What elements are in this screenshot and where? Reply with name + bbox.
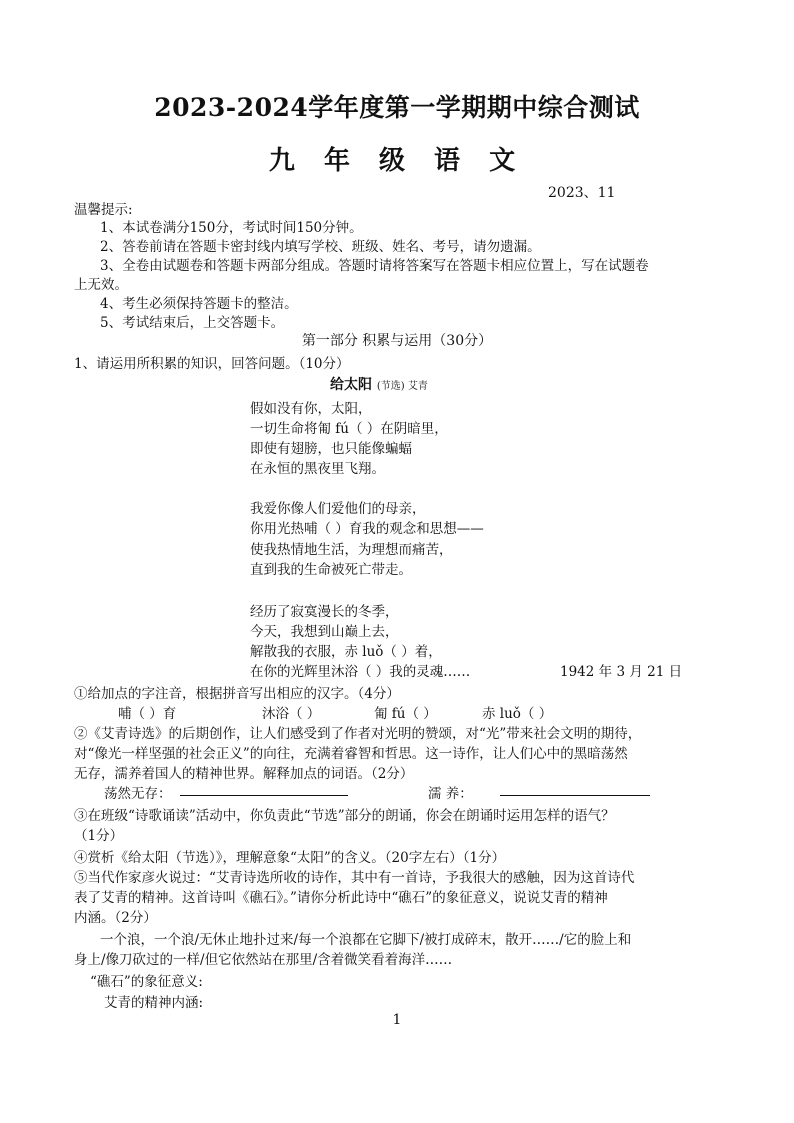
answer-blank[interactable]: 赤 luǒ（ ） [482,706,553,722]
poem-line: 在永恒的黑夜里飞翔。 [250,461,385,477]
poem-line: 今天，我想到山巅上去， [250,624,399,640]
answer-line[interactable] [180,781,348,796]
tip-item: 1、本试卷满分150分，考试时间150分钟。 [100,220,363,236]
term-label: 荡然无存： [104,786,172,802]
poem-date: 1942 年 3 月 21 日 [560,664,683,680]
poem-title [330,374,428,394]
answer-blank[interactable]: 哺（ ）育 [118,706,177,722]
poem-line: 在你的光辉里沐浴（ ）我的灵魂…… [250,664,471,680]
tip-item: 5、考试结束后，上交答题卡。 [100,315,285,331]
exam-subtitle: 九 年 级 语 文 [268,146,526,176]
poem-line: 经历了寂寞漫长的冬季， [250,604,399,620]
sub-question-5-cont: 内涵。（2分） [74,910,157,926]
poem-line: 使我热情地生活，为理想而痛苦， [250,542,453,558]
poem-excerpt: 一个浪，一个浪/无休止地扑过来/每一个浪都在它脚下/被打成碎末，散开……/它的脸上和 [100,932,632,948]
sub-question-3: ③在班级“诗歌诵读”活动中，你负责此“节选”部分的朗诵，你会在朗诵时运用怎样的语气？ [74,808,615,824]
sub-question-5-cont: 表了艾青的精神。这首诗叫《礁石》。”请你分析此诗中“礁石”的象征意义，说说艾青的精神 [74,890,608,906]
question-stem: 1、请运用所积累的知识，回答问题。（10分） [74,356,350,372]
sub-question-3-cont: （1分） [74,828,124,844]
poem-line: 解散我的衣服，赤 luǒ（ ）着， [250,644,442,660]
answer-prompt: 艾青的精神内涵: [104,995,204,1011]
poem-line: 一切生命将匍 fú（ ）在阴暗里， [250,421,448,437]
poem-line: 你用光热哺（ ）育我的观念和思想—— [250,521,484,537]
poem-excerpt-cont: 身上/像刀砍过的一样/但它依然站在那里/含着微笑看着海洋…… [74,952,453,968]
exam-title: 2023-2024学年度第一学期期中综合测试 [154,93,640,122]
term-label: 濡 养： [428,786,473,802]
tip-item: 4、考生必须保持答题卡的整洁。 [100,296,298,312]
tips-heading: 温馨提示: [74,202,133,218]
sub-question-1: ①给加点的字注音，根据拼音写出相应的汉字。（4分） [74,686,400,702]
poem-title-text: 给太阳 [330,377,372,393]
poem-line: 即使有翅膀，也只能像蝙蝠 [250,441,412,457]
poem-line: 我爱你像人们爱他们的母亲， [250,501,426,517]
poem-line: 直到我的生命被死亡带走。 [250,562,412,578]
sub-question-2-cont: 对“像光一样坚强的社会正义”的向往，充满着睿智和哲思。这一诗作，让人们心中的黑暗荡然 [74,746,628,762]
answer-blank[interactable]: 沐浴（ ） [262,706,321,722]
sub-question-4: ④赏析《给太阳（节选）》，理解意象“太阳”的含义。（20字左右）（1分） [74,850,506,866]
poem-title-note: (节选) 艾青 [376,381,428,392]
answer-line[interactable] [500,781,650,796]
exam-date: 2023、11 [548,185,616,201]
sub-question-2-cont: 无存，濡养着国人的精神世界。解释加点的词语。（2分） [74,766,414,782]
tip-item: 2、答卷前请在答题卡密封线内填写学校、班级、姓名、考号，请勿遗漏。 [100,239,541,255]
sub-question-2: ②《艾青诗选》的后期创作，让人们感受到了作者对光明的赞颂，对“光”带来社会文明的期待， [74,726,642,742]
tip-item: 3、全卷由试题卷和答题卡两部分组成。答题时请将答案写在答题卡相应位置上，写在试题卷 [100,258,649,274]
answer-blank[interactable]: 匍 fú（ ） [374,706,437,722]
poem-line: 假如没有你，太阳， [250,401,372,417]
page-number: 1 [392,1012,402,1028]
answer-prompt: “礁石”的象征意义: [90,974,203,990]
sub-question-5: ⑤当代作家彦火说过：“艾青诗选所收的诗作，其中有一首诗，予我很大的感触，因为这首诗代 [74,870,635,886]
section-heading: 第一部分 积累与运用（30分） [301,333,493,349]
tip-item-continued: 上无效。 [74,277,128,293]
